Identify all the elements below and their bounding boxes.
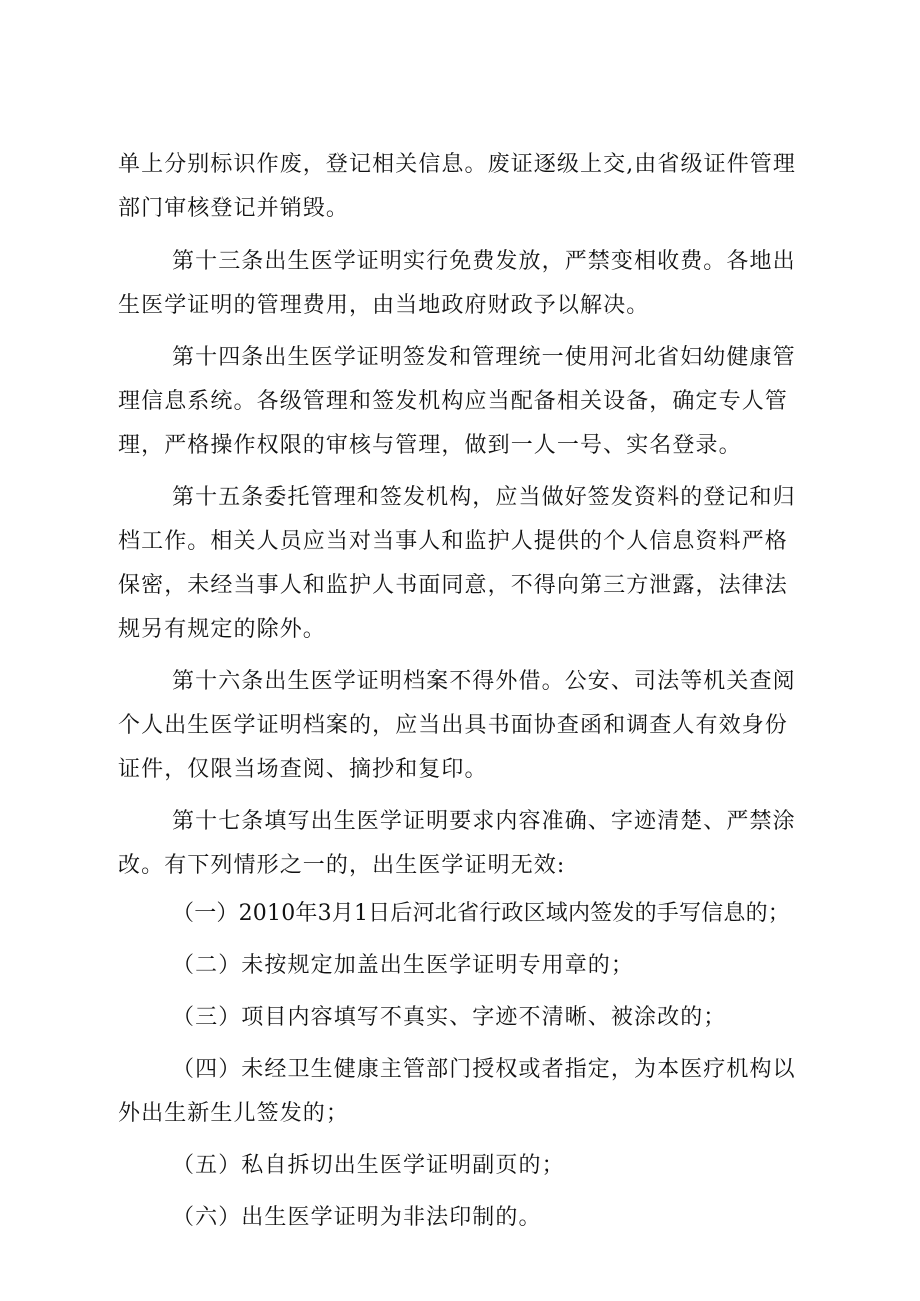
article-15-line: 第十五条委托管理和签发机构，应当做好签发资料的登记和归 — [172, 485, 796, 510]
text-line: 档工作。相关人员应当对当事人和监护人提供的个人信息资料严格 — [118, 529, 788, 554]
text-line: 单上分别标识作废，登记相关信息。废证逐级上交,由省级证件管理 — [118, 152, 796, 177]
list-item-3: （三）项目内容填写不真实、字迹不清晰、被涂改的； — [172, 1005, 727, 1030]
list-item-6: （六）出生医学证明为非法印制的。 — [172, 1205, 542, 1230]
text-line: 理，严格操作权限的审核与管理，做到一人一号、实名登录。 — [118, 433, 742, 458]
list-item-1: （一）2010年3月1日后河北省行政区域内签发的手写信息的； — [172, 901, 790, 926]
text-line: 外出生新生儿签发的； — [118, 1101, 350, 1126]
article-16-line: 第十六条出生医学证明档案不得外借。公安、司法等机关查阅 — [172, 669, 796, 694]
text-line: 生医学证明的管理费用，由当地政府财政予以解决。 — [118, 293, 650, 318]
list-item-4: （四）未经卫生健康主管部门授权或者指定，为本医疗机构以 — [172, 1057, 796, 1082]
text-line: 部门审核登记并销毁。 — [118, 196, 350, 221]
text-line: 个人出生医学证明档案的，应当出具书面协查函和调查人有效身份 — [118, 713, 788, 738]
text-line: 保密，未经当事人和监护人书面同意，不得向第三方泄露，法律法 — [118, 573, 788, 598]
article-17-line: 第十七条填写出生医学证明要求内容准确、字迹清楚、严禁涂 — [172, 809, 796, 834]
text-line: 规另有规定的除外。 — [118, 617, 326, 642]
article-13-line: 第十三条出生医学证明实行免费发放，严禁变相收费。各地出 — [172, 249, 796, 274]
text-line: 证件，仅限当场查阅、摘抄和复印。 — [118, 757, 488, 782]
list-item-2: （二）未按规定加盖出生医学证明专用章的； — [172, 953, 635, 978]
text-line: 理信息系统。各级管理和签发机构应当配备相关设备，确定专人管 — [118, 389, 788, 414]
article-14-line: 第十四条出生医学证明签发和管理统一使用河北省妇幼健康管 — [172, 345, 796, 370]
list-item-5: （五）私自拆切出生医学证明副页的； — [172, 1153, 565, 1178]
text-line: 改。有下列情形之一的，出生医学证明无效: — [118, 853, 566, 878]
